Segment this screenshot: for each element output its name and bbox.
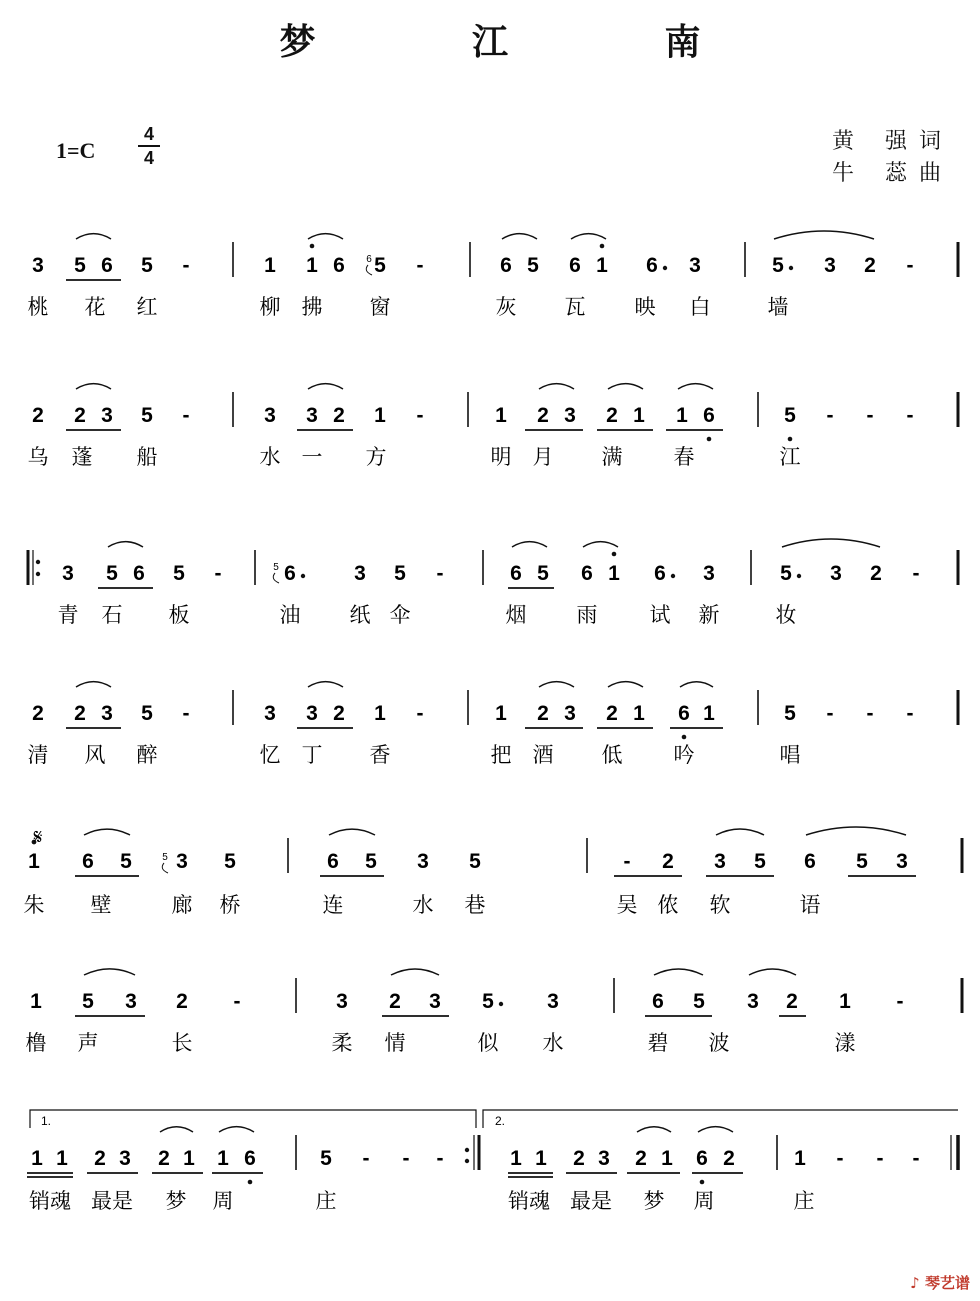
jianpu-note: 3 xyxy=(119,1147,131,1170)
jianpu-note: 1 xyxy=(495,404,507,427)
jianpu-note: 5 xyxy=(537,562,549,585)
jianpu-note: 5 xyxy=(173,562,185,585)
lyric-syllable: 试 xyxy=(649,603,671,627)
octave-dot-below xyxy=(707,437,712,442)
jianpu-note: - xyxy=(912,1147,920,1170)
jianpu-note: 1 xyxy=(30,990,42,1013)
jianpu-note: 3 xyxy=(896,850,908,873)
lyric-syllable: 桃 xyxy=(27,295,49,319)
jianpu-note: 3 xyxy=(598,1147,610,1170)
jianpu-note: 5 xyxy=(856,850,868,873)
jianpu-note: 6 xyxy=(703,404,715,427)
lyric-syllable: 映 xyxy=(634,295,656,319)
lyric-syllable: 语 xyxy=(799,893,821,917)
slur xyxy=(806,827,906,835)
jianpu-note: 3 xyxy=(564,404,576,427)
lyric-syllable: 廊 xyxy=(171,893,193,917)
lyric-syllable: 江 xyxy=(779,445,801,469)
lyric-syllable: 朱 xyxy=(23,893,45,917)
composer-credit: 牛 蕊曲 xyxy=(832,161,953,186)
lyric-syllable: 吟 xyxy=(673,743,695,767)
lyric-syllable: 春 xyxy=(673,445,695,469)
time-signature-top: 4 xyxy=(143,124,154,144)
lyric-syllable: 庄 xyxy=(315,1189,337,1213)
lyric-syllable: 声 xyxy=(77,1031,99,1055)
lyric-syllable: 梦 xyxy=(643,1189,665,1213)
jianpu-note: - xyxy=(416,254,424,277)
grace-slur xyxy=(273,573,279,583)
lyric-syllable: 波 xyxy=(708,1031,730,1055)
slur xyxy=(329,829,375,835)
lyric-syllable: 丁 xyxy=(301,743,323,767)
volta-label-1: 1. xyxy=(40,1114,52,1128)
slur xyxy=(583,542,618,547)
jianpu-note: - xyxy=(623,850,631,873)
jianpu-note: 1 xyxy=(794,1147,806,1170)
lyric-syllable: 销魂 xyxy=(508,1189,550,1213)
slur xyxy=(219,1127,254,1132)
jianpu-note: - xyxy=(362,1147,370,1170)
jianpu-note: 2 xyxy=(94,1147,106,1170)
jianpu-note: 5 xyxy=(374,254,386,277)
repeat-dot xyxy=(36,572,40,576)
jianpu-note: 5 xyxy=(141,404,153,427)
jianpu-note: 3 xyxy=(176,850,188,873)
grace-note: 5 xyxy=(162,852,168,863)
lyric-syllable: 周 xyxy=(693,1189,715,1213)
lyric-syllable: 妆 xyxy=(775,603,797,627)
jianpu-note: 3 xyxy=(101,702,113,725)
jianpu-note: 1 xyxy=(839,990,851,1013)
jianpu-note: - xyxy=(182,254,190,277)
jianpu-note: - xyxy=(826,404,834,427)
slur xyxy=(637,1127,671,1132)
slur xyxy=(76,234,111,239)
augmentation-dot xyxy=(797,574,801,578)
jianpu-note: - xyxy=(182,702,190,725)
slur xyxy=(84,829,130,835)
jianpu-note: 6 xyxy=(654,562,666,585)
jianpu-note: 5 xyxy=(469,850,481,873)
jianpu-note: 1 xyxy=(535,1147,547,1170)
page-title: 梦 江 南 xyxy=(279,22,773,63)
augmentation-dot xyxy=(671,574,675,578)
jianpu-note: - xyxy=(906,254,914,277)
jianpu-note: 3 xyxy=(336,990,348,1013)
jianpu-note: 2 xyxy=(74,702,86,725)
slur xyxy=(571,234,606,239)
jianpu-note: 2 xyxy=(606,404,618,427)
slur xyxy=(782,539,880,547)
lyric-syllable: 似 xyxy=(477,1031,499,1055)
slur xyxy=(539,384,574,389)
jianpu-note: 1 xyxy=(633,702,645,725)
jianpu-note: 3 xyxy=(564,702,576,725)
lyric-syllable: 石 xyxy=(101,603,123,627)
jianpu-note: 5 xyxy=(772,254,784,277)
octave-dot-above xyxy=(600,244,605,249)
augmentation-dot xyxy=(789,266,793,270)
lyric-syllable: 香 xyxy=(369,743,391,767)
jianpu-note: 2 xyxy=(606,702,618,725)
lyric-syllable: 风 xyxy=(84,743,106,767)
jianpu-note: 5 xyxy=(693,990,705,1013)
slur xyxy=(391,969,439,975)
jianpu-note: 5 xyxy=(754,850,766,873)
jianpu-note: - xyxy=(912,562,920,585)
lyric-syllable: 情 xyxy=(384,1031,406,1055)
repeat-dot xyxy=(465,1159,469,1163)
lyric-syllable: 纸 xyxy=(349,603,371,627)
jianpu-note: 1 xyxy=(306,254,318,277)
slur xyxy=(654,969,703,975)
slur xyxy=(160,1127,193,1132)
lyric-syllable: 软 xyxy=(709,893,731,917)
slur xyxy=(608,682,643,687)
jianpu-note: 2 xyxy=(573,1147,585,1170)
jianpu-note: 6 xyxy=(581,562,593,585)
jianpu-note: - xyxy=(436,1147,444,1170)
lyric-syllable: 销魂 xyxy=(29,1189,71,1213)
jianpu-note: - xyxy=(876,1147,884,1170)
jianpu-note: 2 xyxy=(333,702,345,725)
jianpu-note: 2 xyxy=(864,254,876,277)
jianpu-note: 5 xyxy=(780,562,792,585)
octave-dot-below xyxy=(248,1180,253,1185)
jianpu-note: 3 xyxy=(747,990,759,1013)
slur xyxy=(678,384,713,389)
jianpu-note: - xyxy=(866,404,874,427)
jianpu-note: 3 xyxy=(547,990,559,1013)
lyric-syllable: 吴 xyxy=(616,893,638,917)
jianpu-note: 1 xyxy=(31,1147,43,1170)
jianpu-note: 6 xyxy=(500,254,512,277)
jianpu-note: 2 xyxy=(333,404,345,427)
slur xyxy=(308,384,343,389)
jianpu-note: 3 xyxy=(306,404,318,427)
jianpu-note: 1 xyxy=(596,254,608,277)
augmentation-dot xyxy=(301,574,305,578)
lyric-syllable: 壁 xyxy=(90,893,112,917)
jianpu-note: - xyxy=(866,702,874,725)
jianpu-note: 5 xyxy=(141,702,153,725)
jianpu-note: - xyxy=(416,404,424,427)
jianpu-note: 6 xyxy=(510,562,522,585)
octave-dot-above xyxy=(612,552,617,557)
lyric-syllable: 柔 xyxy=(331,1031,353,1055)
lyric-syllable: 蓬 xyxy=(71,445,93,469)
jianpu-note: 1 xyxy=(374,404,386,427)
jianpu-note: 1 xyxy=(28,850,40,873)
lyric-syllable: 烟 xyxy=(505,603,527,627)
segno-sign: 𝄋 xyxy=(33,825,43,849)
jianpu-note: 2 xyxy=(635,1147,647,1170)
key-signature: 1=C xyxy=(56,138,96,163)
watermark-icon: ♪ xyxy=(910,1274,920,1292)
lyric-syllable: 碧 xyxy=(647,1031,669,1055)
lyric-syllable: 连 xyxy=(322,893,344,917)
volta-bracket-1 xyxy=(30,1110,476,1128)
jianpu-note: 2 xyxy=(176,990,188,1013)
jianpu-note: 5 xyxy=(120,850,132,873)
jianpu-note: - xyxy=(826,702,834,725)
time-signature-bottom: 4 xyxy=(143,148,154,168)
slur xyxy=(308,234,343,239)
lyric-syllable: 一 xyxy=(301,445,323,469)
lyric-syllable: 白 xyxy=(689,295,711,319)
jianpu-note: - xyxy=(906,404,914,427)
lyric-syllable: 醉 xyxy=(136,743,158,767)
slur xyxy=(512,542,547,547)
jianpu-note: 2 xyxy=(537,404,549,427)
jianpu-note: 3 xyxy=(306,702,318,725)
lyric-syllable: 梦 xyxy=(165,1189,187,1213)
jianpu-note: 6 xyxy=(327,850,339,873)
lyric-syllable: 最是 xyxy=(570,1189,612,1213)
jianpu-note: 3 xyxy=(264,404,276,427)
slur xyxy=(680,682,713,687)
octave-dot-above xyxy=(310,244,315,249)
jianpu-note: 3 xyxy=(417,850,429,873)
lyric-syllable: 水 xyxy=(542,1031,564,1055)
lyric-syllable: 长 xyxy=(171,1031,193,1055)
jianpu-note: 1 xyxy=(217,1147,229,1170)
jianpu-note: 2 xyxy=(74,404,86,427)
repeat-dot xyxy=(465,1148,469,1152)
jianpu-note: 2 xyxy=(723,1147,735,1170)
lyric-syllable: 巷 xyxy=(464,893,486,917)
jianpu-note: 6 xyxy=(284,562,296,585)
slur xyxy=(84,969,135,975)
jianpu-note: 3 xyxy=(824,254,836,277)
slur xyxy=(716,829,764,835)
lyric-syllable: 漾 xyxy=(834,1031,856,1055)
jianpu-note: 5 xyxy=(527,254,539,277)
jianpu-note: 3 xyxy=(32,254,44,277)
jianpu-note: - xyxy=(906,702,914,725)
jianpu-note: 6 xyxy=(101,254,113,277)
jianpu-note: 3 xyxy=(354,562,366,585)
watermark-text: 琴艺谱 xyxy=(924,1274,970,1292)
lyric-syllable: 忆 xyxy=(259,743,281,767)
lyric-syllable: 方 xyxy=(365,445,387,469)
jianpu-note: 5 xyxy=(224,850,236,873)
jianpu-note: 2 xyxy=(32,702,44,725)
jianpu-note: 5 xyxy=(106,562,118,585)
lyric-syllable: 船 xyxy=(136,445,158,469)
jianpu-note: 1 xyxy=(264,254,276,277)
lyric-syllable: 新 xyxy=(698,603,720,627)
lyric-syllable: 板 xyxy=(168,603,190,627)
augmentation-dot xyxy=(499,1002,503,1006)
jianpu-note: 5 xyxy=(320,1147,332,1170)
jianpu-note: 1 xyxy=(374,702,386,725)
jianpu-note: 3 xyxy=(703,562,715,585)
lyric-syllable: 侬 xyxy=(657,893,679,917)
lyric-syllable: 庄 xyxy=(793,1189,815,1213)
jianpu-note: 6 xyxy=(569,254,581,277)
grace-note: 6 xyxy=(366,254,372,265)
jianpu-note: 3 xyxy=(125,990,137,1013)
octave-dot-below xyxy=(700,1180,705,1185)
slur xyxy=(608,384,643,389)
jianpu-note: 6 xyxy=(696,1147,708,1170)
jianpu-note: 2 xyxy=(662,850,674,873)
lyric-syllable: 墙 xyxy=(767,295,789,319)
jianpu-note: - xyxy=(182,404,190,427)
lyric-syllable: 窗 xyxy=(369,295,391,319)
jianpu-note: - xyxy=(836,1147,844,1170)
lyric-syllable: 红 xyxy=(136,295,158,319)
grace-slur xyxy=(366,265,372,275)
octave-dot-below xyxy=(682,735,687,740)
lyric-syllable: 雨 xyxy=(576,603,598,627)
jianpu-note: 3 xyxy=(264,702,276,725)
lyric-syllable: 最是 xyxy=(91,1189,133,1213)
lyric-syllable: 水 xyxy=(259,445,281,469)
jianpu-note: 5 xyxy=(82,990,94,1013)
jianpu-note: 1 xyxy=(183,1147,195,1170)
slur xyxy=(502,234,537,239)
jianpu-note: 6 xyxy=(133,562,145,585)
jianpu-note: 2 xyxy=(537,702,549,725)
jianpu-note: 3 xyxy=(689,254,701,277)
jianpu-note: - xyxy=(214,562,222,585)
jianpu-note: 5 xyxy=(74,254,86,277)
jianpu-note: - xyxy=(436,562,444,585)
jianpu-note: 2 xyxy=(158,1147,170,1170)
slur xyxy=(698,1127,733,1132)
jianpu-note: 1 xyxy=(510,1147,522,1170)
jianpu-note: 3 xyxy=(714,850,726,873)
grace-slur xyxy=(162,863,168,873)
jianpu-note: 6 xyxy=(804,850,816,873)
jianpu-note: 3 xyxy=(101,404,113,427)
lyric-syllable: 柳 xyxy=(259,295,281,319)
slur xyxy=(539,682,574,687)
slur xyxy=(108,542,143,547)
lyric-syllable: 橹 xyxy=(25,1031,47,1055)
jianpu-note: 1 xyxy=(661,1147,673,1170)
jianpu-note: 5 xyxy=(784,404,796,427)
lyric-syllable: 灰 xyxy=(495,295,517,319)
jianpu-note: 6 xyxy=(652,990,664,1013)
jianpu-note: 6 xyxy=(678,702,690,725)
octave-dot-below xyxy=(788,437,793,442)
jianpu-note: - xyxy=(233,990,241,1013)
jianpu-note: 2 xyxy=(870,562,882,585)
lyric-syllable: 花 xyxy=(84,295,106,319)
jianpu-note: 6 xyxy=(82,850,94,873)
jianpu-note: 5 xyxy=(365,850,377,873)
lyric-syllable: 明 xyxy=(490,445,512,469)
slur xyxy=(308,682,343,687)
repeat-dot xyxy=(36,560,40,564)
jianpu-note: 2 xyxy=(389,990,401,1013)
watermark-logo xyxy=(910,1272,970,1293)
slur xyxy=(76,384,111,389)
lyric-syllable: 桥 xyxy=(219,893,241,917)
lyric-syllable: 低 xyxy=(601,743,623,767)
volta-label-2: 2. xyxy=(494,1114,506,1128)
jianpu-note: 6 xyxy=(333,254,345,277)
jianpu-note: 5 xyxy=(394,562,406,585)
lyric-syllable: 清 xyxy=(27,743,49,767)
jianpu-note: 1 xyxy=(608,562,620,585)
jianpu-note: 3 xyxy=(429,990,441,1013)
augmentation-dot xyxy=(663,266,667,270)
jianpu-note: 5 xyxy=(784,702,796,725)
jianpu-note: 5 xyxy=(482,990,494,1013)
jianpu-note: 6 xyxy=(646,254,658,277)
jianpu-note: - xyxy=(402,1147,410,1170)
jianpu-note: 2 xyxy=(786,990,798,1013)
jianpu-note: 5 xyxy=(141,254,153,277)
jianpu-note: 1 xyxy=(56,1147,68,1170)
lyric-syllable: 瓦 xyxy=(564,295,586,319)
lyric-syllable: 水 xyxy=(412,893,434,917)
slur xyxy=(774,231,874,239)
jianpu-note: 3 xyxy=(830,562,842,585)
lyric-syllable: 把 xyxy=(490,743,512,767)
lyric-syllable: 酒 xyxy=(532,743,554,767)
lyric-syllable: 青 xyxy=(57,603,79,627)
jianpu-note: 1 xyxy=(633,404,645,427)
jianpu-note: 1 xyxy=(703,702,715,725)
lyric-syllable: 乌 xyxy=(27,445,49,469)
volta-bracket-2 xyxy=(483,1110,958,1128)
lyric-syllable: 油 xyxy=(279,603,301,627)
jianpu-note: 1 xyxy=(676,404,688,427)
jianpu-note: - xyxy=(416,702,424,725)
grace-note: 5 xyxy=(273,562,279,573)
lyric-syllable: 伞 xyxy=(389,603,411,627)
lyric-syllable: 月 xyxy=(532,445,554,469)
jianpu-note: 1 xyxy=(495,702,507,725)
slur xyxy=(76,682,111,687)
lyric-syllable: 拂 xyxy=(301,295,323,319)
lyric-syllable: 满 xyxy=(601,445,623,469)
jianpu-note: - xyxy=(896,990,904,1013)
jianpu-note: 6 xyxy=(244,1147,256,1170)
lyric-syllable: 周 xyxy=(212,1189,234,1213)
slur xyxy=(749,969,796,975)
lyric-syllable: 唱 xyxy=(779,743,801,767)
lyricist-credit: 黄 强词 xyxy=(832,129,953,154)
jianpu-note: 2 xyxy=(32,404,44,427)
jianpu-note: 3 xyxy=(62,562,74,585)
